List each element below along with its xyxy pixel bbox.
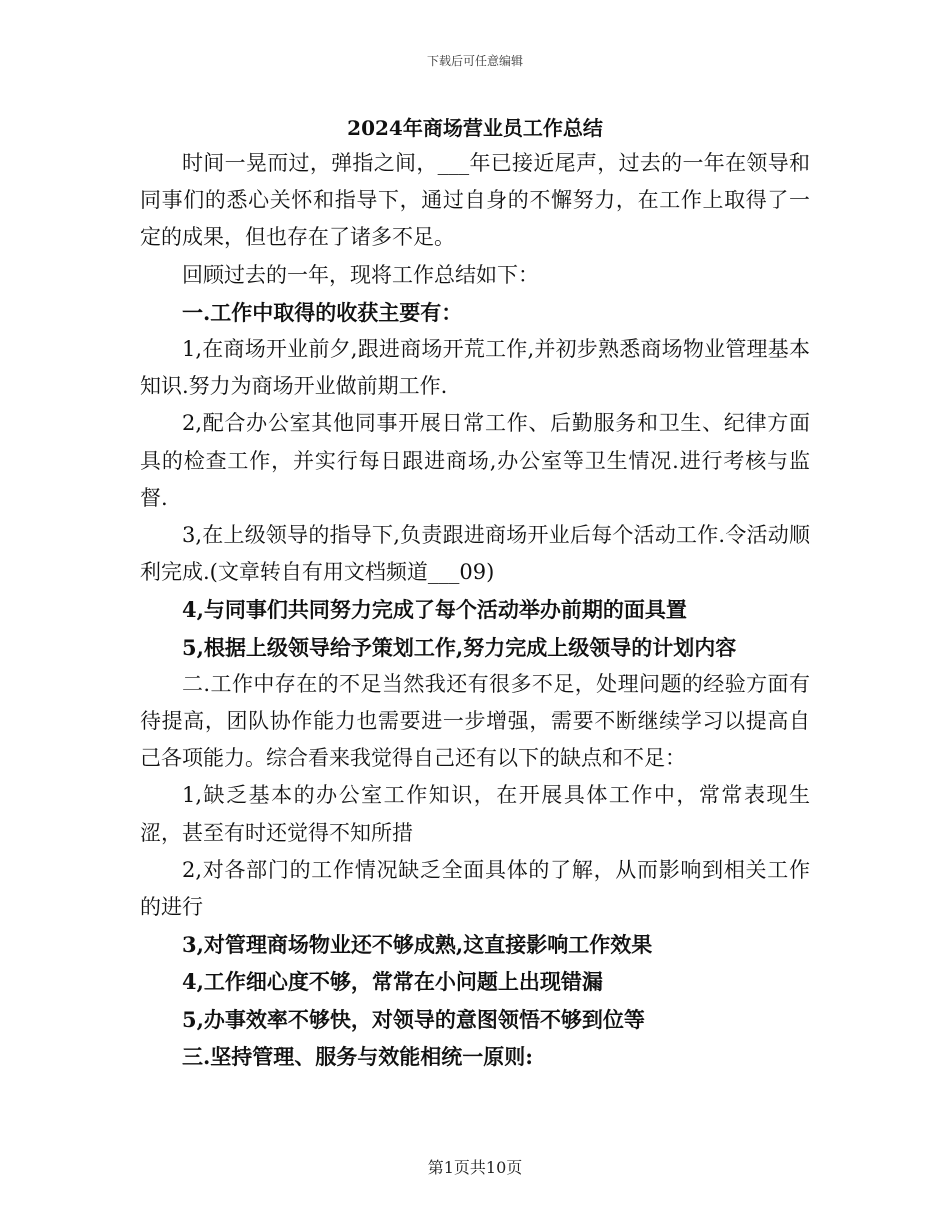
shortfall-item-2: 2,对各部门的工作情况缺乏全面具体的了解，从而影响到相关工作的进行 [140,857,810,920]
gain-item-5: 5,根据上级领导给予策划工作,努力完成上级领导的计划内容 [182,634,737,660]
page-footer: 第1页共10页 [427,1158,523,1177]
shortfall-item-5: 5,办事效率不够快，对领导的意图领悟不够到位等 [182,1006,645,1032]
shortfall-item-3: 3,对管理商场物业还不够成熟,这直接影响工作效果 [182,932,653,958]
section-heading-3: 三.坚持管理、服务与效能相统一原则: [182,1043,534,1069]
paragraph-2: 回顾过去的一年，现将工作总结如下： [182,262,539,287]
gain-item-4: 4,与同事们共同努力完成了每个活动举办前期的面具置 [182,597,687,623]
document-title: 2024年商场营业员工作总结 [347,116,603,140]
gain-item-3: 3,在上级领导的指导下,负责跟进商场开业后每个活动工作.令活动顺利完成.(文章转自有用文档频道___09) [140,523,810,585]
section-heading-1: 一.工作中取得的收获主要有： [182,299,463,325]
header-note: 下载后可任意编辑 [426,54,523,68]
gain-item-2: 2,配合办公室其他同事开展日常工作、后勤服务和卫生、纪律方面具的检查工作，并实行每日跟进商场,办公室等卫生情况.进行考核与监督. [140,411,810,510]
section-heading-2: 二.工作中存在的不足当然我还有很多不足，处理问题的经验方面有待提高，团队协作能力也需要进一步增强，需要不断继续学习以提高自己各项能力。综合看来我觉得自己还有以下的缺点和不足： [140,671,810,771]
paragraph-1: 时间一晃而过，弹指之间，___年已接近尾声，过去的一年在领导和同事们的悉心关怀和指导下，通过自身的不懈努力，在工作上取得了一定的成果，但也存在了诸多不足。 [140,151,810,250]
document-body [140,145,810,1075]
shortfall-item-1: 1,缺乏基本的办公室工作知识，在开展具体工作中，常常表现生涩，甚至有时还觉得不知所措 [140,783,810,845]
gain-item-1: 1,在商场开业前夕,跟进商场开荒工作,并初步熟悉商场物业管理基本知识.努力为商场开业做前期工作. [140,337,810,399]
shortfall-item-4: 4,工作细心度不够，常常在小问题上出现错漏 [182,969,603,995]
